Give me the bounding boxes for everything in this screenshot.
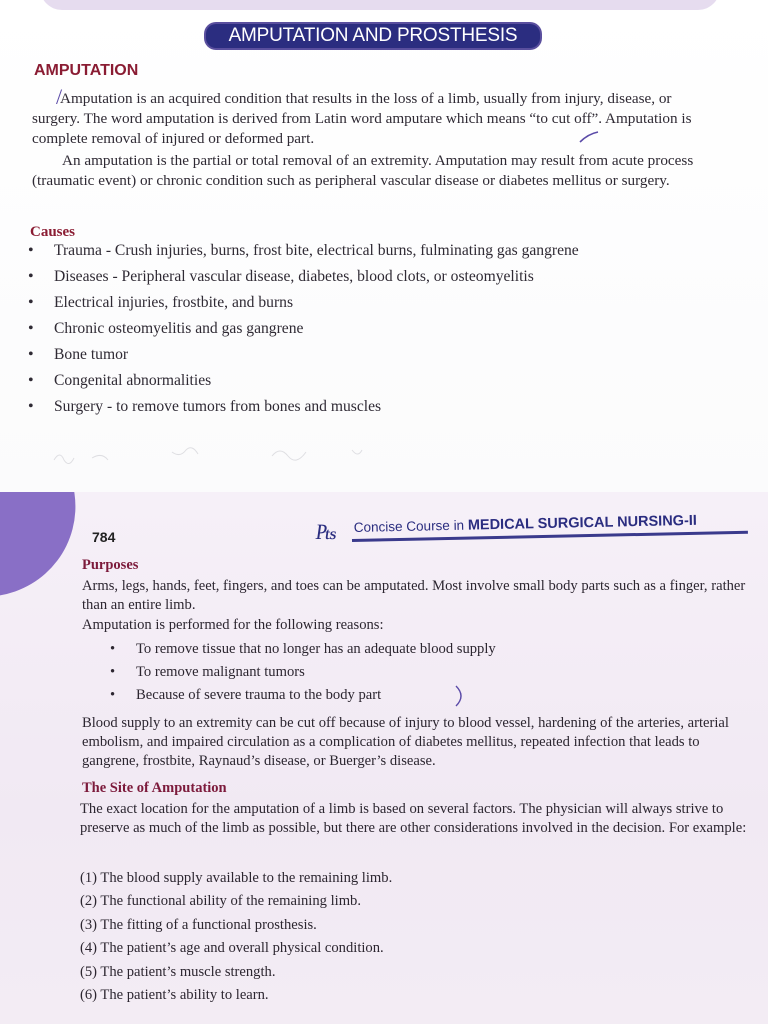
amputation-description-paragraph: An amputation is the partial or total removal of an extremity. Amputation may result from acute process (traumatic event) or chronic condition such as peripheral vascular disease or diabetes mellitus or surgery. [32,152,694,189]
top-page [0,0,768,492]
list-item: (5) The patient’s muscle strength. [80,963,276,980]
causes-heading: Causes [30,224,76,240]
list-item: • Bone tumor [26,342,579,368]
list-item: • Surgery - to remove tumors from bones and muscles [26,394,579,420]
list-item: • Because of severe trauma to the body part [108,684,496,707]
publisher-logo-icon: ₧ [314,519,340,544]
list-item: (6) The patient’s ability to learn. [80,986,269,1003]
list-item: (4) The patient’s age and overall physical condition. [80,940,384,957]
blood-supply-paragraph: Blood supply to an extremity can be cut off because of injury to blood vessel, hardening of the arteries, arterial embolism, and impaired circulation as a complication of diabetes mellitus, repeated infection that leads to gangrene, frostbite, Raynaud’s disease, or Buerger’s disease. [82,715,729,769]
list-item: • Electrical injuries, frostbite, and burns [26,290,579,316]
list-item: • To remove tissue that no longer has an adequate blood supply [108,638,496,661]
list-item: • To remove malignant tumors [108,661,496,684]
list-item: (3) The fitting of a functional prosthesis. [80,916,317,933]
book-title-prefix: Concise Course in [353,517,469,536]
corner-decoration [0,492,87,600]
reasons-list [108,638,496,707]
site-paragraph: The exact location for the amputation of a limb is based on several factors. The physician will always strive to preserve as much of the limb as possible, but there are other considerations involved in the decision. For example: [80,801,747,836]
list-item: • Diseases - Peripheral vascular disease, diabetes, blood clots, or osteomyelitis [26,264,579,290]
list-item: (2) The functional ability of the remaining limb. [80,893,361,910]
factors-list [80,867,392,1007]
reasons-intro: Amputation is performed for the following reasons: [82,617,384,633]
list-item: • Chronic osteomyelitis and gas gangrene [26,316,579,342]
causes-list [26,238,579,420]
faint-handwriting-scribble [52,440,382,470]
chapter-title: AMPUTATION AND PROSTHESIS [206,24,540,48]
top-decorative-band [40,0,720,10]
list-item: (1) The blood supply available to the remaining limb. [80,870,393,886]
book-title-main: MEDICAL SURGICAL NURSING-II [467,512,698,534]
page-number: 784 [92,529,116,545]
pen-tick-mark [578,130,600,146]
bottom-page [0,492,768,1024]
pen-bracket-mark: / [56,84,63,109]
purposes-heading: Purposes [82,557,139,573]
amputation-definition-paragraph: Amputation is an acquired condition that results in the loss of a limb, usually from injury, disease, or surgery. The word amputation is derived from Latin word amputare which means “to cut off”. Amputation is complete removal of injured or deformed part. [32,90,692,147]
section-heading-amputation: AMPUTATION [34,62,139,79]
purposes-paragraph: Arms, legs, hands, feet, fingers, and toes can be amputated. Most involve small body parts such as a finger, rather than an entire limb. [82,578,746,613]
list-item: • Trauma - Crush injuries, burns, frost bite, electrical burns, fulminating gas gangrene [26,238,579,264]
site-of-amputation-heading: The Site of Amputation [82,780,227,796]
pen-bracket-mark [452,684,468,708]
list-item: • Congenital abnormalities [26,368,579,394]
